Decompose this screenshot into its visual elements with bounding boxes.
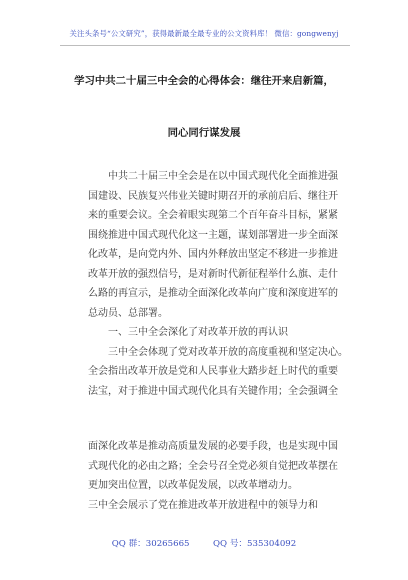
section-heading: 一、三中全会深化了对改革开放的再认识 — [88, 327, 288, 338]
body-line: 中共二十届三中全会是在以中国式现代化全面推进强 — [88, 171, 338, 182]
body-line: 么路的再宣示，是推动全面深化改革向广度和深度进军的 — [88, 288, 338, 299]
body-line: 法宝，对于推进中国式现代化具有关键作用；全会强调全 — [88, 385, 338, 397]
body-line: 总动员、总部署。 — [88, 307, 168, 319]
body-line: 国建设、民族复兴伟业关键时期召开的承前启后、继往开 — [88, 190, 338, 202]
body-line: 围绕推进中国式现代化这一主题，谋划部署进一步全面深 — [88, 229, 338, 241]
body-line: 改革开放的强烈信号，是对新时代新征程举什么旗、走什 — [88, 268, 338, 280]
body-paragraphs-lower — [88, 437, 338, 515]
body-line: 面深化改革是推动高质量发展的必要手段，也是实现中国 — [88, 441, 338, 452]
body-line: 更加突出位置，以改革促发展，以改革增动力。 — [88, 480, 298, 491]
body-line: 式现代化的必由之路；全会号召全党必须自觉把改革摆在 — [88, 460, 338, 472]
body-line: 来的重要会议。全会着眼实现第二个百年奋斗目标，紧紧 — [88, 210, 338, 221]
body-line: 三中全会展示了党在推进改革开放进程中的领导力和 — [88, 499, 318, 511]
footer-qq-group: QQ 群：30265665 — [111, 539, 190, 549]
document-title-line-1: 学习中共二十届三中全会的心得体会：继往开来启新篇， — [74, 75, 334, 87]
footer-contact — [0, 537, 408, 549]
body-line: 三中全会体现了党对改革开放的高度重视和坚定决心。 — [88, 346, 348, 358]
document-title-line-2: 同心同行谋发展 — [167, 127, 241, 139]
body-line: 全会指出改革开放是党和人民事业大踏步赶上时代的重要 — [88, 366, 338, 377]
body-line: 化改革，是向党内外、国内外释放出坚定不移进一步推进 — [88, 249, 338, 260]
body-paragraphs-upper — [88, 167, 348, 401]
header-divider — [60, 45, 350, 46]
footer-qq-number: QQ 号：535304092 — [213, 539, 297, 549]
header-promo-note: 关注头条号“公文研究”，获得最新最全最专业的公文资料库！ 微信：gongwenyj — [69, 29, 339, 38]
